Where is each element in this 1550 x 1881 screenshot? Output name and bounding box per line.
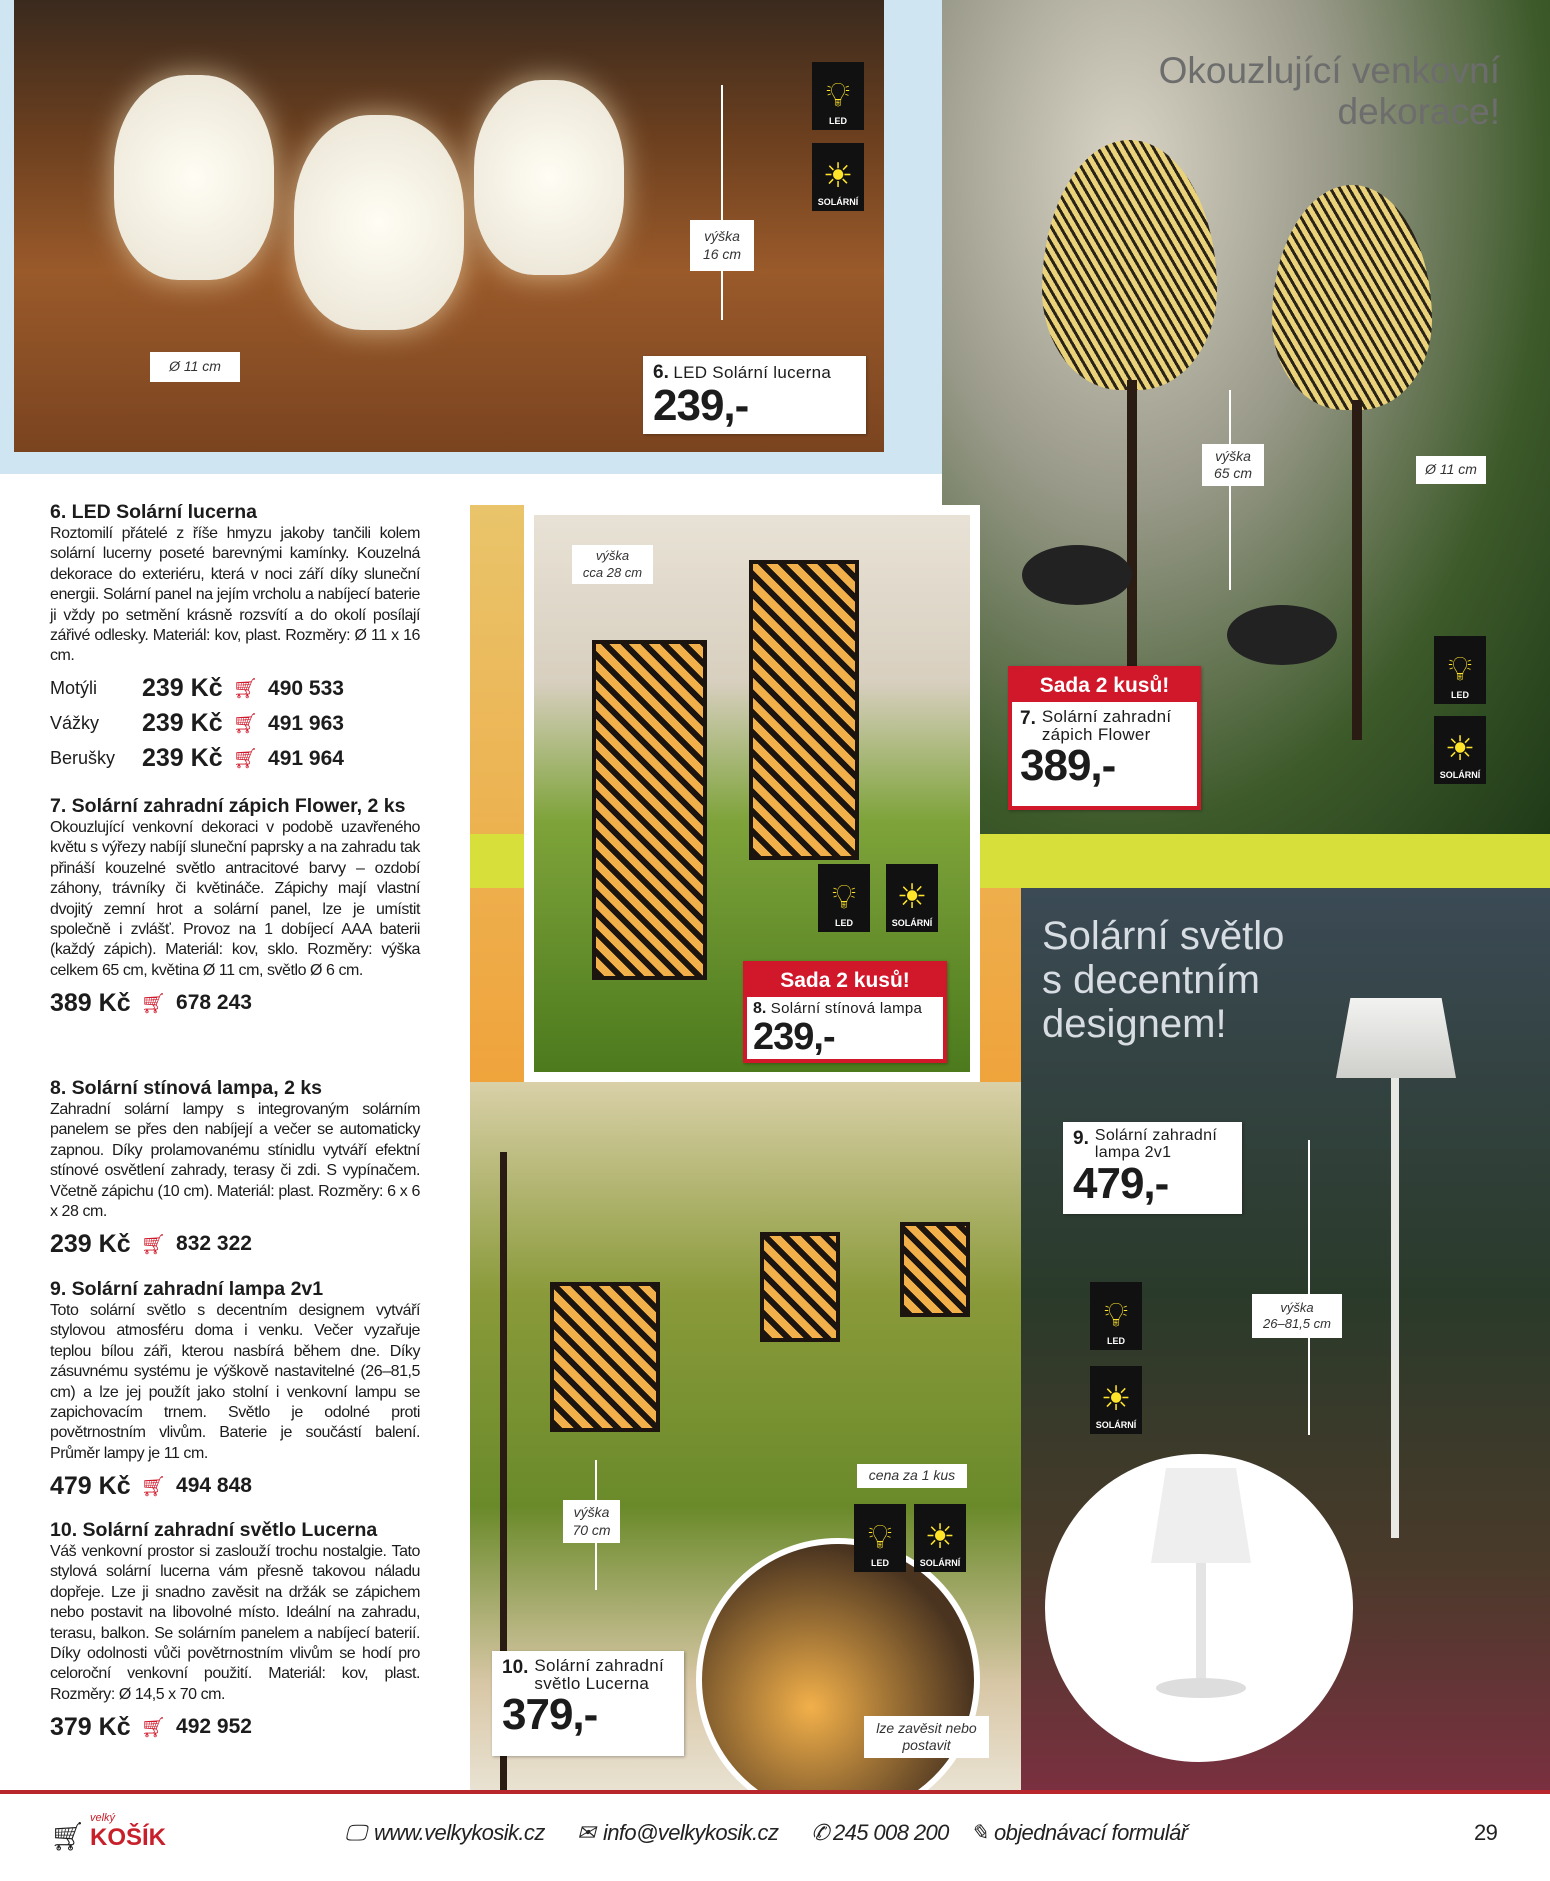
variant-name: Berušky: [50, 748, 116, 769]
email-link[interactable]: info@velkykosik.cz: [603, 1820, 779, 1845]
label-line: výška: [1215, 447, 1251, 464]
order-code: 491 963: [268, 711, 344, 735]
sun-icon: ☀: [896, 878, 928, 916]
product-9: [50, 1279, 420, 1502]
set-ribbon: Sada 2 kusů!: [1012, 670, 1197, 702]
envelope-icon: ✉: [577, 1820, 595, 1845]
tag-price: 479,-: [1073, 1158, 1169, 1208]
cart-icon[interactable]: 🛒︎: [232, 678, 259, 701]
label-line: cca 28 cm: [582, 564, 643, 580]
badge-text: LED: [835, 918, 853, 928]
price: 239 Kč: [142, 709, 223, 738]
badge-text: SOLÁRNÍ: [919, 1558, 961, 1568]
product-6: [50, 502, 420, 775]
logo-text: KOŠÍK: [90, 1824, 167, 1851]
tag-number: 7.: [1020, 708, 1036, 729]
variant-row: [50, 743, 420, 775]
sun-icon: ☀: [1100, 1380, 1132, 1418]
solar-badge: [1090, 1366, 1142, 1434]
pencil-icon: ✎: [970, 1820, 988, 1845]
variant-row: [50, 673, 420, 705]
tag-number: 8.: [753, 1000, 767, 1017]
tag-name: Solární zahradní: [534, 1656, 664, 1675]
price-tag-7: [1008, 666, 1201, 810]
product-title: 6. LED Solární lucerna: [50, 501, 257, 523]
bulb-icon: 💡︎: [826, 76, 850, 114]
height-label: [1252, 1294, 1342, 1338]
price-tag-8: [743, 961, 947, 1063]
price-tag-10: [492, 1651, 684, 1756]
tag-price: 239,-: [653, 381, 749, 430]
badge-text: LED: [829, 116, 847, 126]
badge-text: SOLÁRNÍ: [1439, 770, 1481, 780]
height-arrow: [721, 85, 723, 320]
solar-badge: [914, 1504, 966, 1572]
cart-icon[interactable]: 🛒︎: [140, 1475, 167, 1498]
tag-price: 389,-: [1020, 740, 1116, 790]
badge-text: LED: [1451, 690, 1469, 700]
headline-line: designem!: [1042, 1002, 1227, 1046]
label-line: 65 cm: [1213, 465, 1253, 481]
badge-text: SOLÁRNÍ: [891, 918, 933, 928]
tag-number: 6.: [653, 362, 669, 383]
logo-small-text: velký: [90, 1812, 116, 1824]
price-row: [50, 1228, 420, 1260]
badge-text: SOLÁRNÍ: [1095, 1420, 1137, 1430]
cart-icon[interactable]: 🛒︎: [140, 1233, 167, 1256]
order-form-link[interactable]: objednávací formulář: [994, 1820, 1188, 1845]
tag-name: LED Solární lucerna: [673, 363, 832, 382]
product-description: Zahradní solární lampy s integrovaným solárním panelem se přes den nabíjejí a večer se automaticky zapnou. Díky prolamovanému stínidlu vytváří efektní stínové osvětlení zahrady, terasy či zdi. S vypínačem. Včetně zápichu (10 cm). Materiál: plast. Rozměry: 6 x 6 x 28 cm.: [50, 1101, 420, 1221]
price-row: [50, 987, 420, 1019]
sun-icon: ☀: [1444, 730, 1476, 768]
bulb-icon: 💡︎: [832, 878, 856, 916]
tag-number: 9.: [1073, 1128, 1089, 1149]
bulb-icon: 💡︎: [868, 1518, 892, 1556]
tag-name: Solární zahradní: [1041, 707, 1172, 726]
cart-icon[interactable]: 🛒︎: [232, 748, 259, 771]
price: 379 Kč: [50, 1712, 131, 1741]
label-line: výška: [573, 1504, 610, 1520]
height-label: [572, 545, 653, 584]
led-badge: [1090, 1282, 1142, 1350]
price: 239 Kč: [50, 1229, 131, 1258]
variant-name: Vážky: [50, 713, 100, 734]
tag-name: lampa 2v1: [1094, 1143, 1172, 1161]
price: 239 Kč: [142, 674, 223, 703]
product-8: [50, 1078, 420, 1260]
price: 389 Kč: [50, 988, 131, 1017]
set-ribbon: Sada 2 kusů!: [747, 965, 943, 997]
website-link[interactable]: www.velkykosik.cz: [374, 1820, 545, 1845]
phone-icon: ✆: [811, 1820, 829, 1845]
variant-row: [50, 708, 420, 740]
sun-icon: ☀: [924, 1518, 956, 1556]
tag-price: 379,-: [502, 1689, 598, 1739]
bulb-icon: 💡︎: [1448, 650, 1472, 688]
label-line: lze zavěsit nebo: [876, 1719, 977, 1736]
product-title: 8. Solární stínová lampa, 2 ks: [50, 1077, 323, 1099]
solar-badge: [812, 143, 864, 211]
tag-name: světlo Lucerna: [534, 1673, 650, 1693]
logo[interactable]: [50, 1812, 170, 1858]
tag-price: 239,-: [753, 1016, 835, 1058]
headline-decent-design: [1042, 914, 1284, 1046]
price-row: [50, 1470, 420, 1502]
led-badge: [818, 864, 870, 932]
headline-line: dekorace!: [1337, 91, 1500, 133]
product-10: [50, 1520, 420, 1743]
price: 479 Kč: [50, 1471, 131, 1500]
product-title: 7. Solární zahradní zápich Flower, 2 ks: [50, 795, 406, 817]
product-description: Roztomilí přátelé z říše hmyzu jakoby tančili kolem solární lucerny poseté barevnými kamínky. Kouzelná dekorace do exteriéru, která v noci září díky sluneční energii. Solární panel na jejím vrcholu a nabíjecí baterie ji vždy po setmění krásně rozsvítí a do okolí posílají zářivé odlesky. Materiál: kov, plast. Rozměry: Ø 11 x 16 cm.: [50, 525, 420, 665]
price-tag-6: [643, 356, 866, 434]
label-line: 70 cm: [572, 1521, 611, 1538]
badge-text: LED: [1107, 1336, 1125, 1346]
monitor-icon: 🖵︎: [345, 1820, 366, 1845]
tag-name: Solární zahradní: [1094, 1127, 1218, 1144]
headline-line: Okouzlující venkovní: [1158, 50, 1500, 91]
cart-icon[interactable]: 🛒︎: [140, 1716, 167, 1739]
label-line: 26–81,5 cm: [1263, 1316, 1331, 1331]
headline-outdoor-decoration: [1100, 50, 1500, 133]
tag-number: 10.: [502, 1657, 529, 1678]
order-code: 492 952: [176, 1715, 252, 1739]
product-7: [50, 796, 420, 1019]
variant-name: Motýli: [50, 678, 98, 699]
label-line: 16 cm: [702, 245, 742, 262]
tag-name: Solární stínová lampa: [770, 1000, 923, 1017]
led-badge: [1434, 636, 1486, 704]
basket-icon: 🛒︎: [50, 1821, 86, 1852]
diameter-label: Ø 11 cm: [1416, 456, 1486, 484]
height-label: [690, 220, 754, 271]
footer: [0, 1790, 1550, 1881]
product-title: 9. Solární zahradní lampa 2v1: [50, 1278, 324, 1300]
product-description: Okouzlující venkovní dekoraci v podobě uzavřeného květu s výřezy nabíjí sluneční paprsky a na zahradu tak přináší kouzelné světlo antracitové barvy – ozdobí záhony, trávníky či květináče. Zápichy mají vlastní dvojitý zemní hrot a solární panel, lze je umístit společně i zvlášť. Provoz na 1 dobíjecí AAA baterii (každý zápich). Materiál: kov, sklo. Rozměry: výška celkem 65 cm, květina Ø 11 cm, světlo Ø 6 cm.: [50, 819, 420, 979]
price-tag-9: [1063, 1122, 1242, 1214]
cart-icon[interactable]: 🛒︎: [140, 992, 167, 1015]
order-code: 678 243: [176, 991, 252, 1015]
led-badge: [854, 1504, 906, 1572]
height-label: [1202, 444, 1264, 486]
solar-badge: [886, 864, 938, 932]
diameter-label: Ø 11 cm: [150, 352, 240, 382]
bulb-icon: 💡︎: [1104, 1296, 1128, 1334]
height-arrow: [1229, 390, 1231, 590]
sun-icon: ☀: [822, 157, 854, 195]
cart-icon[interactable]: 🛒︎: [232, 713, 259, 736]
led-badge: [812, 62, 864, 130]
order-code: 494 848: [176, 1474, 252, 1498]
label-line: výška: [704, 228, 740, 244]
badge-text: SOLÁRNÍ: [817, 197, 859, 207]
label-line: výška: [595, 548, 630, 564]
order-code: 491 964: [268, 746, 344, 770]
headline-line: s decentním: [1042, 958, 1260, 1002]
phone-number[interactable]: 245 008 200: [833, 1820, 949, 1845]
page-number: 29: [1474, 1820, 1498, 1845]
product-description: Toto solární světlo s decentním designem vytváří stylovou atmosféru doma i venku. Večer vyzařuje teplou bílou záři, kterou nasbírá během dne. Díky zásuvnému systému je výškově nastavitelné (26–81,5 cm) a lze jej použít jako stolní i venkovní lampu se zapichovacím trnem. Světlo je odolné proti povětrnostním vlivům. Baterie je součástí balení. Průměr lampy je 11 cm.: [50, 1302, 420, 1462]
headline-line: Solární světlo: [1042, 914, 1285, 958]
price: 239 Kč: [142, 744, 223, 773]
label-line: výška: [1280, 1299, 1314, 1315]
height-arrow: [1308, 1140, 1310, 1435]
price-note: cena za 1 kus: [857, 1464, 967, 1488]
order-code: 832 322: [176, 1232, 252, 1256]
product-description: Váš venkovní prostor si zaslouží trochu nostalgie. Tato stylová solární lucerna vám přesně takovou náladu dopřeje. Lze ji snadno zavěsit na držák se zápichem nebo postavit na libovolné místo. Ideální na zahradu, terasu, balkon. Se solárním panelem a nabíjecí baterií. Díky odolnosti vůči povětrnostním vlivům se hodí pro celoroční venkovní použití. Materiál: kov, plast. Rozměry: Ø 14,5 x 70 cm.: [50, 1543, 420, 1703]
price-row: [50, 1711, 420, 1743]
label-line: postavit: [902, 1737, 951, 1753]
order-code: 490 533: [268, 676, 344, 700]
tag-name: zápich Flower: [1041, 724, 1151, 744]
product-title: 10. Solární zahradní světlo Lucerna: [50, 1519, 378, 1541]
solar-badge: [1434, 716, 1486, 784]
hang-or-stand-label: [864, 1716, 989, 1758]
badge-text: LED: [871, 1558, 889, 1568]
height-label: [563, 1500, 620, 1543]
